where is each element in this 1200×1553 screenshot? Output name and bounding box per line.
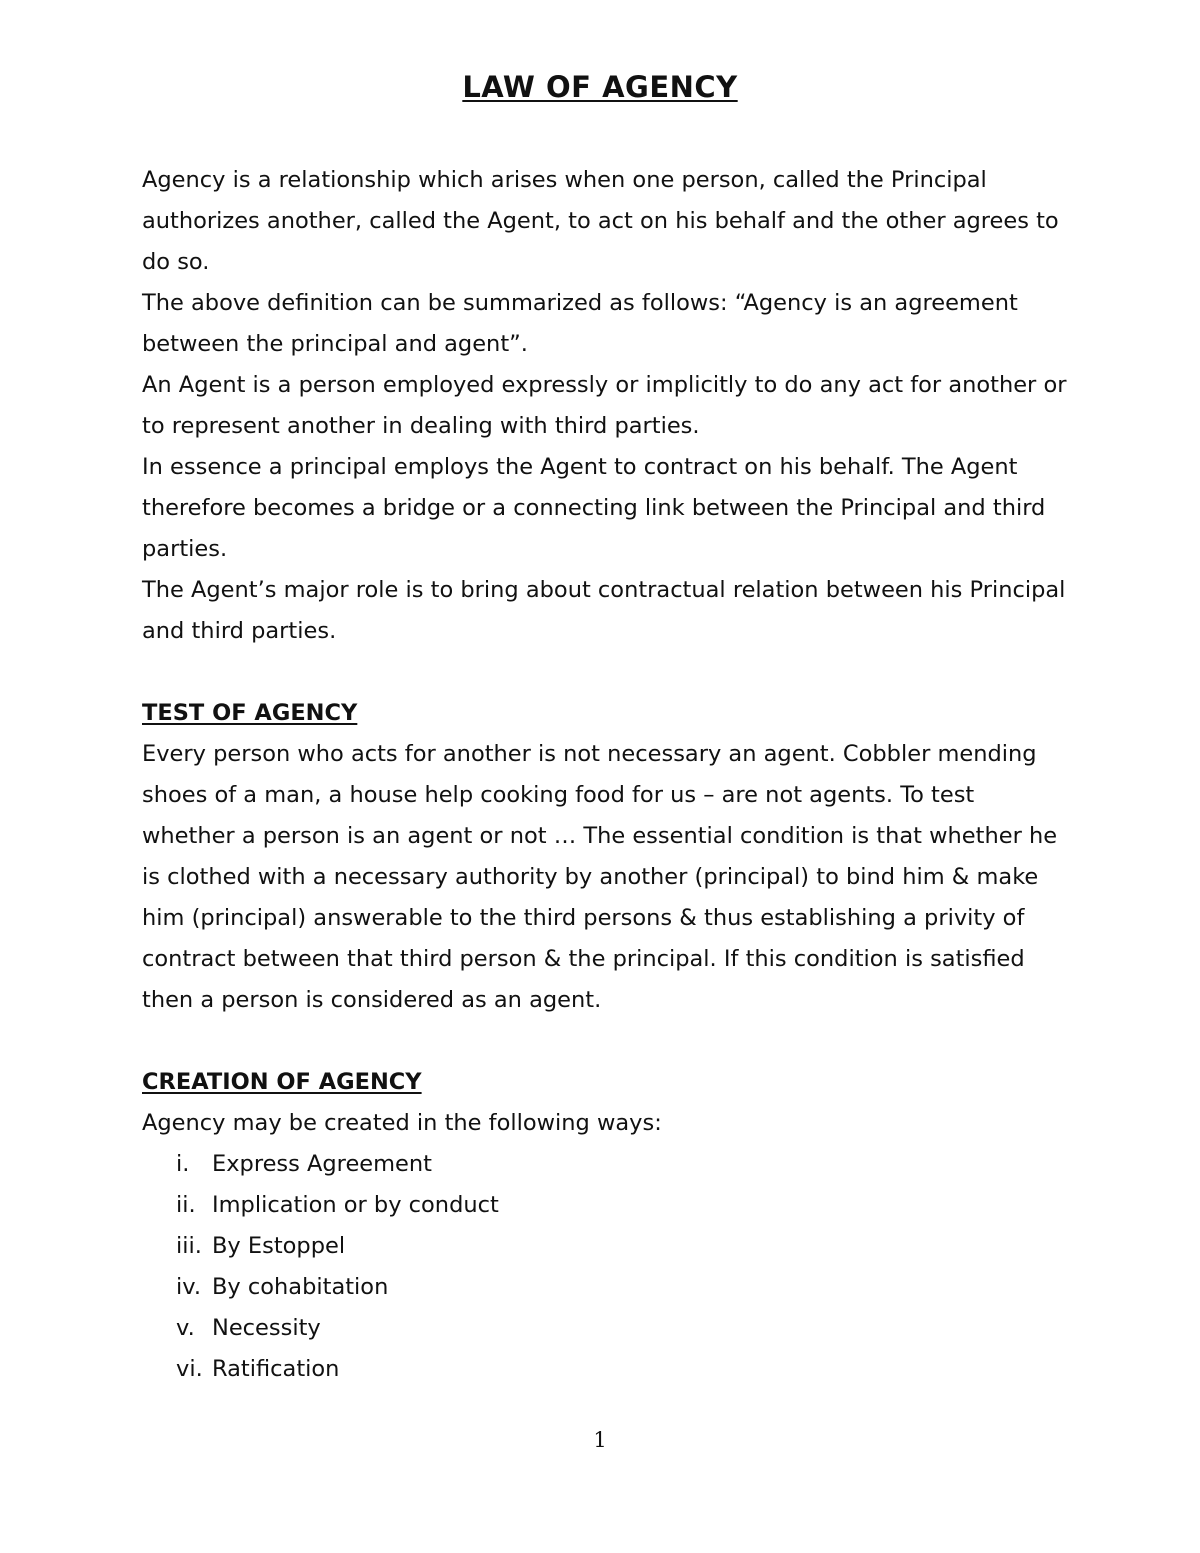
intro-paragraph: An Agent is a person employed expressly or implicitly to do any act for another or to represent another in dealing with third parties. xyxy=(142,372,1067,439)
list-item xyxy=(142,1308,1072,1349)
list-item xyxy=(142,1267,1072,1308)
creation-of-agency-lead: Agency may be created in the following ways: xyxy=(142,1110,662,1136)
section-heading-test-of-agency: TEST OF AGENCY xyxy=(142,700,358,726)
list-item-text: Ratification xyxy=(212,1356,340,1382)
list-item-number: i. xyxy=(176,1151,190,1177)
list-item-text: By Estoppel xyxy=(212,1233,346,1259)
section-heading-creation-of-agency: CREATION OF AGENCY xyxy=(142,1069,422,1095)
list-item xyxy=(142,1226,1072,1267)
intro-paragraph: The above definition can be summarized as follows: “Agency is an agreement between the principal and agent”. xyxy=(142,290,1018,357)
list-item-text: Necessity xyxy=(212,1315,321,1341)
intro-paragraph: Agency is a relationship which arises when one person, called the Principal authorizes another, called the Agent, to act on his behalf and the other agrees to do so. xyxy=(142,167,1059,275)
document-title: LAW OF AGENCY xyxy=(462,70,738,104)
list-item xyxy=(142,1349,1072,1390)
document-body xyxy=(142,160,1072,1390)
list-item-text: Express Agreement xyxy=(212,1151,432,1177)
test-of-agency-paragraph: Every person who acts for another is not necessary an agent. Cobbler mending shoes of a man, a house help cooking food for us – are not agents. To test whether a person is an agent or not … The essential condition is that whether he is clothed with a necessary authority by another (principal) to bind him & make him (principal) answerable to the third persons & thus establishing a privity of contract between that third person & the principal. If this condition is satisfied then a person is considered as an agent. xyxy=(142,741,1058,1013)
list-item-number: iv. xyxy=(176,1274,201,1300)
list-item-text: By cohabitation xyxy=(212,1274,389,1300)
list-item xyxy=(142,1185,1072,1226)
spacer xyxy=(142,1021,1072,1062)
intro-paragraph: The Agent’s major role is to bring about contractual relation between his Principal and third parties. xyxy=(142,577,1066,644)
ways-list xyxy=(142,1144,1072,1390)
list-item-number: v. xyxy=(176,1315,195,1341)
list-item-number: iii. xyxy=(176,1233,202,1259)
page-number: 1 xyxy=(593,1428,607,1452)
intro-paragraph: In essence a principal employs the Agent to contract on his behalf. The Agent therefore becomes a bridge or a connecting link between the Principal and third parties. xyxy=(142,454,1046,562)
list-item-number: vi. xyxy=(176,1356,203,1382)
list-item xyxy=(142,1144,1072,1185)
spacer xyxy=(142,652,1072,693)
list-item-text: Implication or by conduct xyxy=(212,1192,499,1218)
list-item-number: ii. xyxy=(176,1192,196,1218)
